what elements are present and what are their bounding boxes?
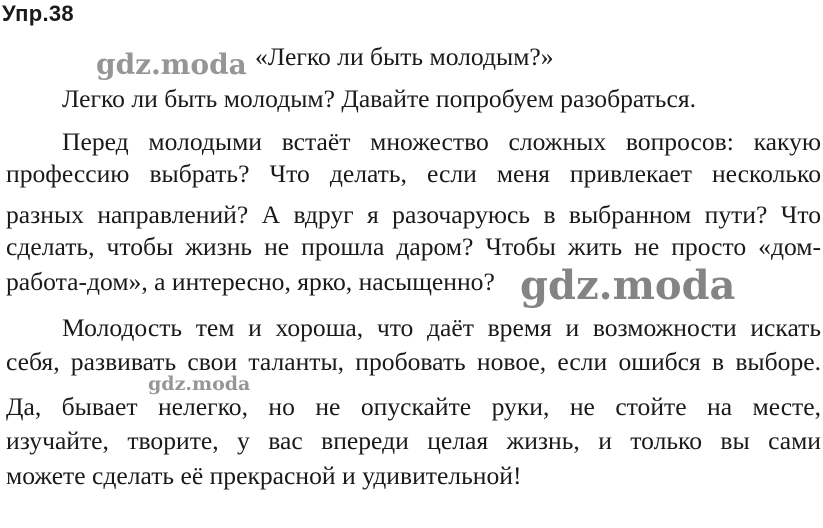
paragraph-3-line-4: изучайте, творите, у вас впереди целая жизнь, и только вы сами xyxy=(6,426,821,455)
paragraph-1-line-1: Легко ли быть молодым? Давайте попробуем разобраться. xyxy=(62,84,696,113)
paragraph-3-line-3: Да, бывает нелегко, но не опускайте руки, не стойте на месте, xyxy=(6,392,821,421)
watermark-middle: gdz.moda xyxy=(520,262,736,309)
text-title: «Легко ли быть молодым?» xyxy=(255,42,554,71)
paragraph-2-line-3: разных направлений? А вдруг я разочаруюсь в выбранном пути? Что xyxy=(6,200,821,229)
paragraph-2-line-1: Перед молодыми встаёт множество сложных вопросов: какую xyxy=(62,127,821,156)
paragraph-2-line-4: сделать, чтобы жизнь не прошла даром? Чтобы жить не просто «дом- xyxy=(6,232,821,261)
watermark-top: gdz.moda xyxy=(96,48,247,81)
paragraph-3-line-2: себя, развивать свои таланты, пробовать новое, если ошибся в выборе. xyxy=(6,347,821,376)
paragraph-2-line-2: профессию выбрать? Что делать, если меня привлекает несколько xyxy=(6,159,821,188)
paragraph-3-line-1: Молодость тем и хороша, что даёт время и возможности искать xyxy=(62,313,821,342)
exercise-label: Упр.38 xyxy=(2,1,74,26)
paragraph-3-line-5: можете сделать её прекрасной и удивительной! xyxy=(6,461,522,490)
watermark-lower: gdz.moda xyxy=(148,373,251,395)
paragraph-2-line-5: работа-дом», а интересно, ярко, насыщенно? xyxy=(6,267,495,296)
